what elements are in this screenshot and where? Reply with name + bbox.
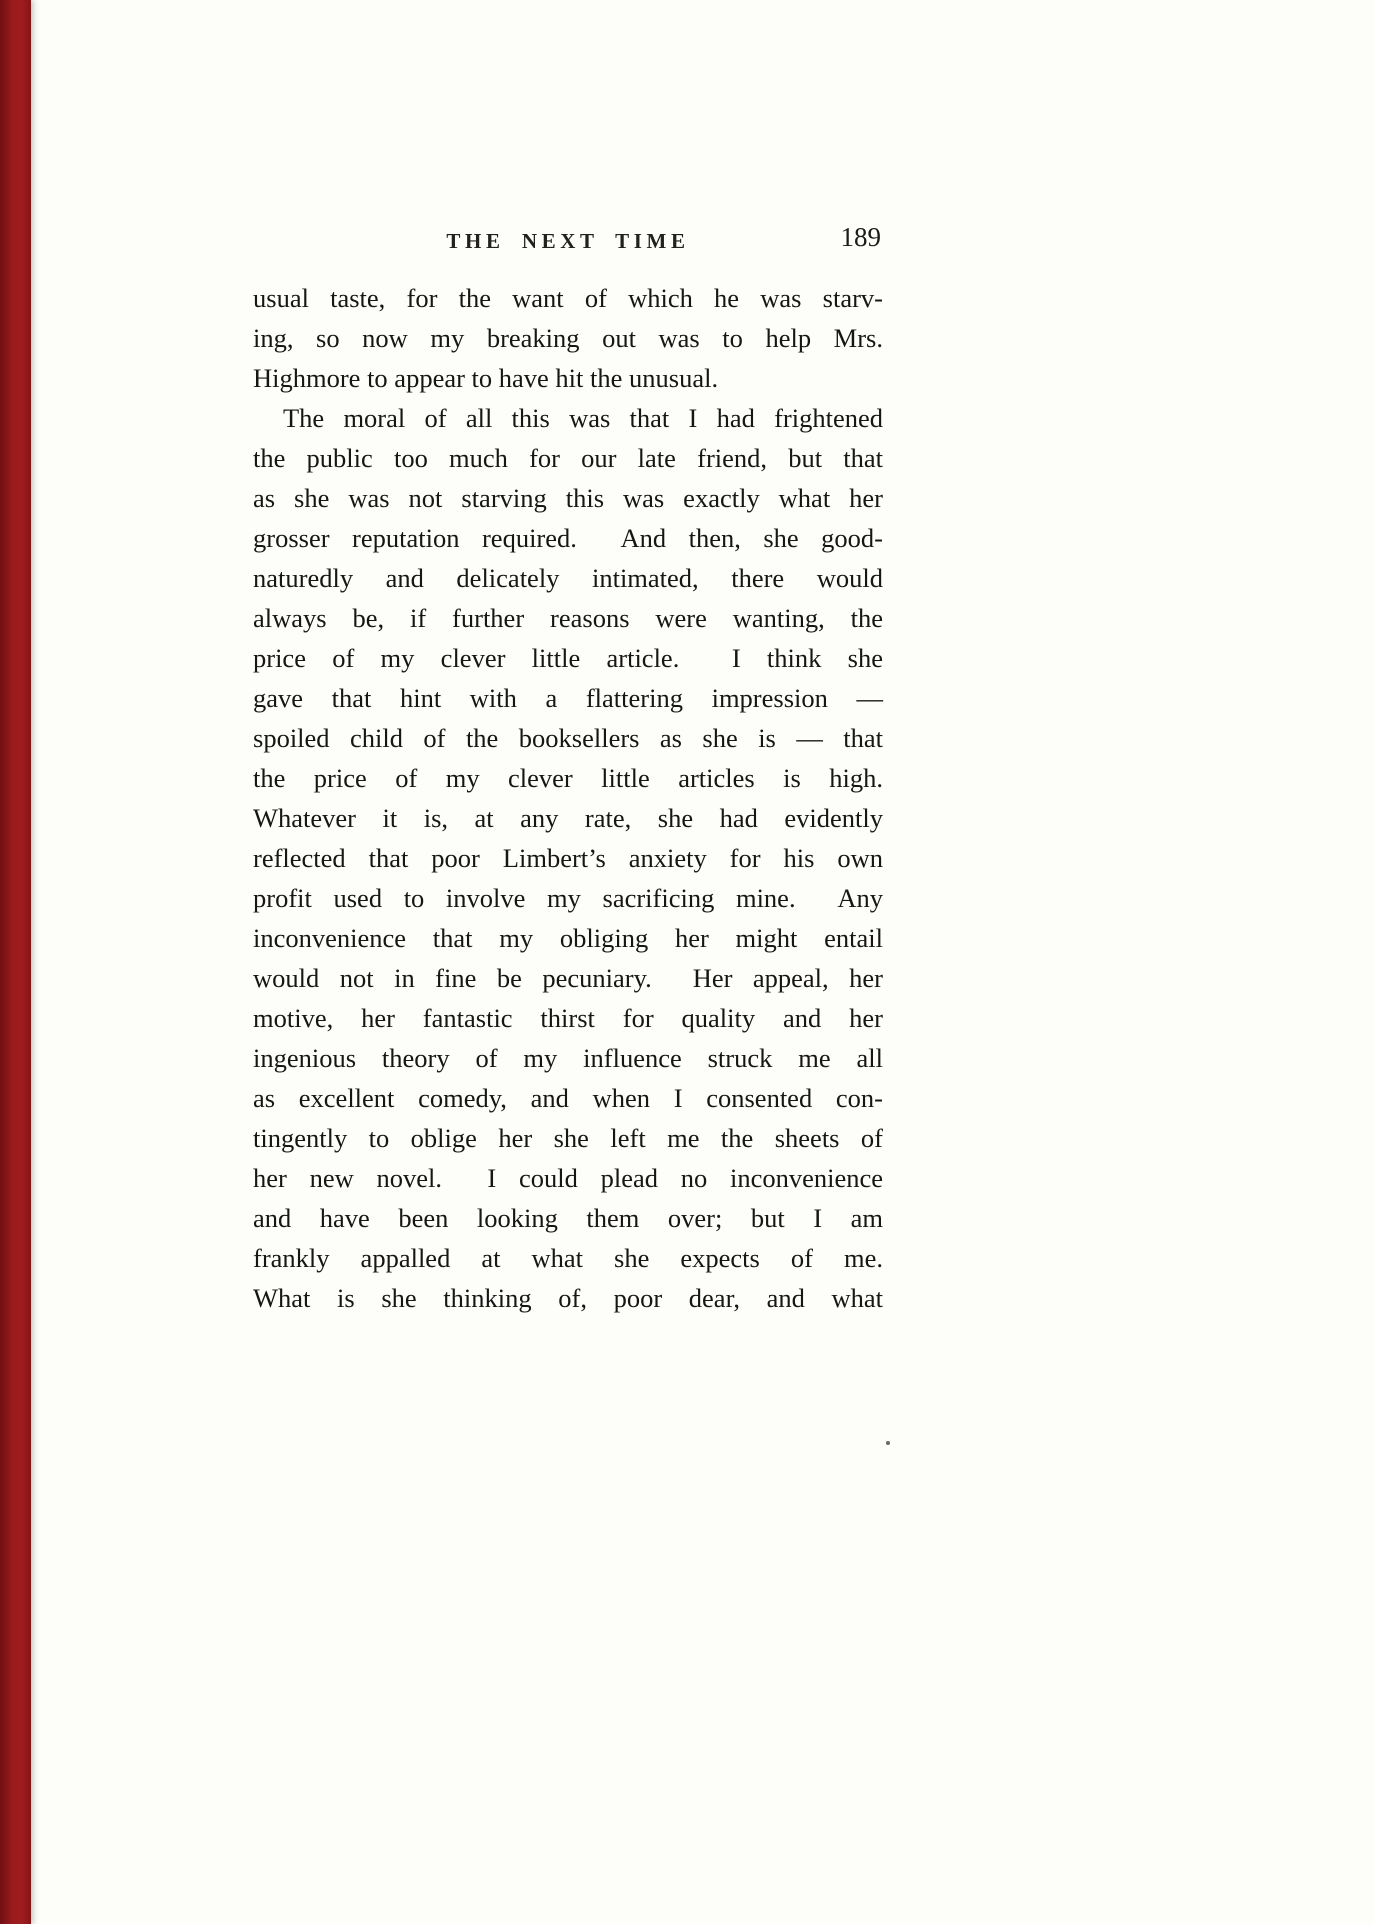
text-line: gave that hint with a flattering impression —: [253, 683, 883, 713]
text-line: grosser reputation required. And then, she good-: [253, 523, 883, 553]
text-line: frankly appalled at what she expects of me.: [253, 1243, 883, 1273]
page-number: 189: [840, 222, 881, 252]
text-line: motive, her fantastic thirst for quality and her: [253, 1003, 883, 1033]
text-line: profit used to involve my sacrificing mine. Any: [253, 883, 883, 913]
text-line: the price of my clever little articles is high.: [253, 763, 883, 793]
text-line: The moral of all this was that I had frightened: [283, 403, 883, 433]
running-header-title: THE NEXT TIME: [446, 229, 690, 253]
book-spine-edge: [0, 0, 31, 1924]
text-line: usual taste, for the want of which he was starv-: [253, 283, 883, 313]
text-line: always be, if further reasons were wanting, the: [253, 603, 883, 633]
text-line: reflected that poor Limbert’s anxiety for his own: [253, 843, 883, 873]
text-line: naturedly and delicately intimated, there would: [253, 563, 883, 593]
text-line: What is she thinking of, poor dear, and what: [253, 1283, 883, 1313]
text-line: spoiled child of the booksellers as she is — that: [253, 723, 883, 753]
paragraph: [253, 278, 883, 398]
text-line: as she was not starving this was exactly what her: [253, 483, 883, 513]
page-content: [253, 222, 883, 1318]
text-line: as excellent comedy, and when I consented con-: [253, 1083, 883, 1113]
text-line: the public too much for our late friend, but that: [253, 443, 883, 473]
text-line: inconvenience that my obliging her might entail: [253, 923, 883, 953]
text-line: ing, so now my breaking out was to help Mrs.: [253, 323, 883, 353]
page-text: [253, 278, 883, 1318]
text-line: would not in fine be pecuniary. Her appeal, her: [253, 963, 883, 993]
paragraph: [253, 398, 883, 1318]
scan-artifact-dot: [886, 1441, 890, 1445]
text-line: tingently to oblige her she left me the sheets of: [253, 1123, 883, 1153]
text-line: Whatever it is, at any rate, she had evidently: [253, 803, 883, 833]
text-line: Highmore to appear to have hit the unusual.: [253, 363, 719, 393]
text-line: and have been looking them over; but I am: [253, 1203, 883, 1233]
page-header: [253, 222, 883, 258]
text-line: ingenious theory of my influence struck me all: [253, 1043, 883, 1073]
text-line: price of my clever little article. I think she: [253, 643, 883, 673]
text-line: her new novel. I could plead no inconvenience: [253, 1163, 883, 1193]
